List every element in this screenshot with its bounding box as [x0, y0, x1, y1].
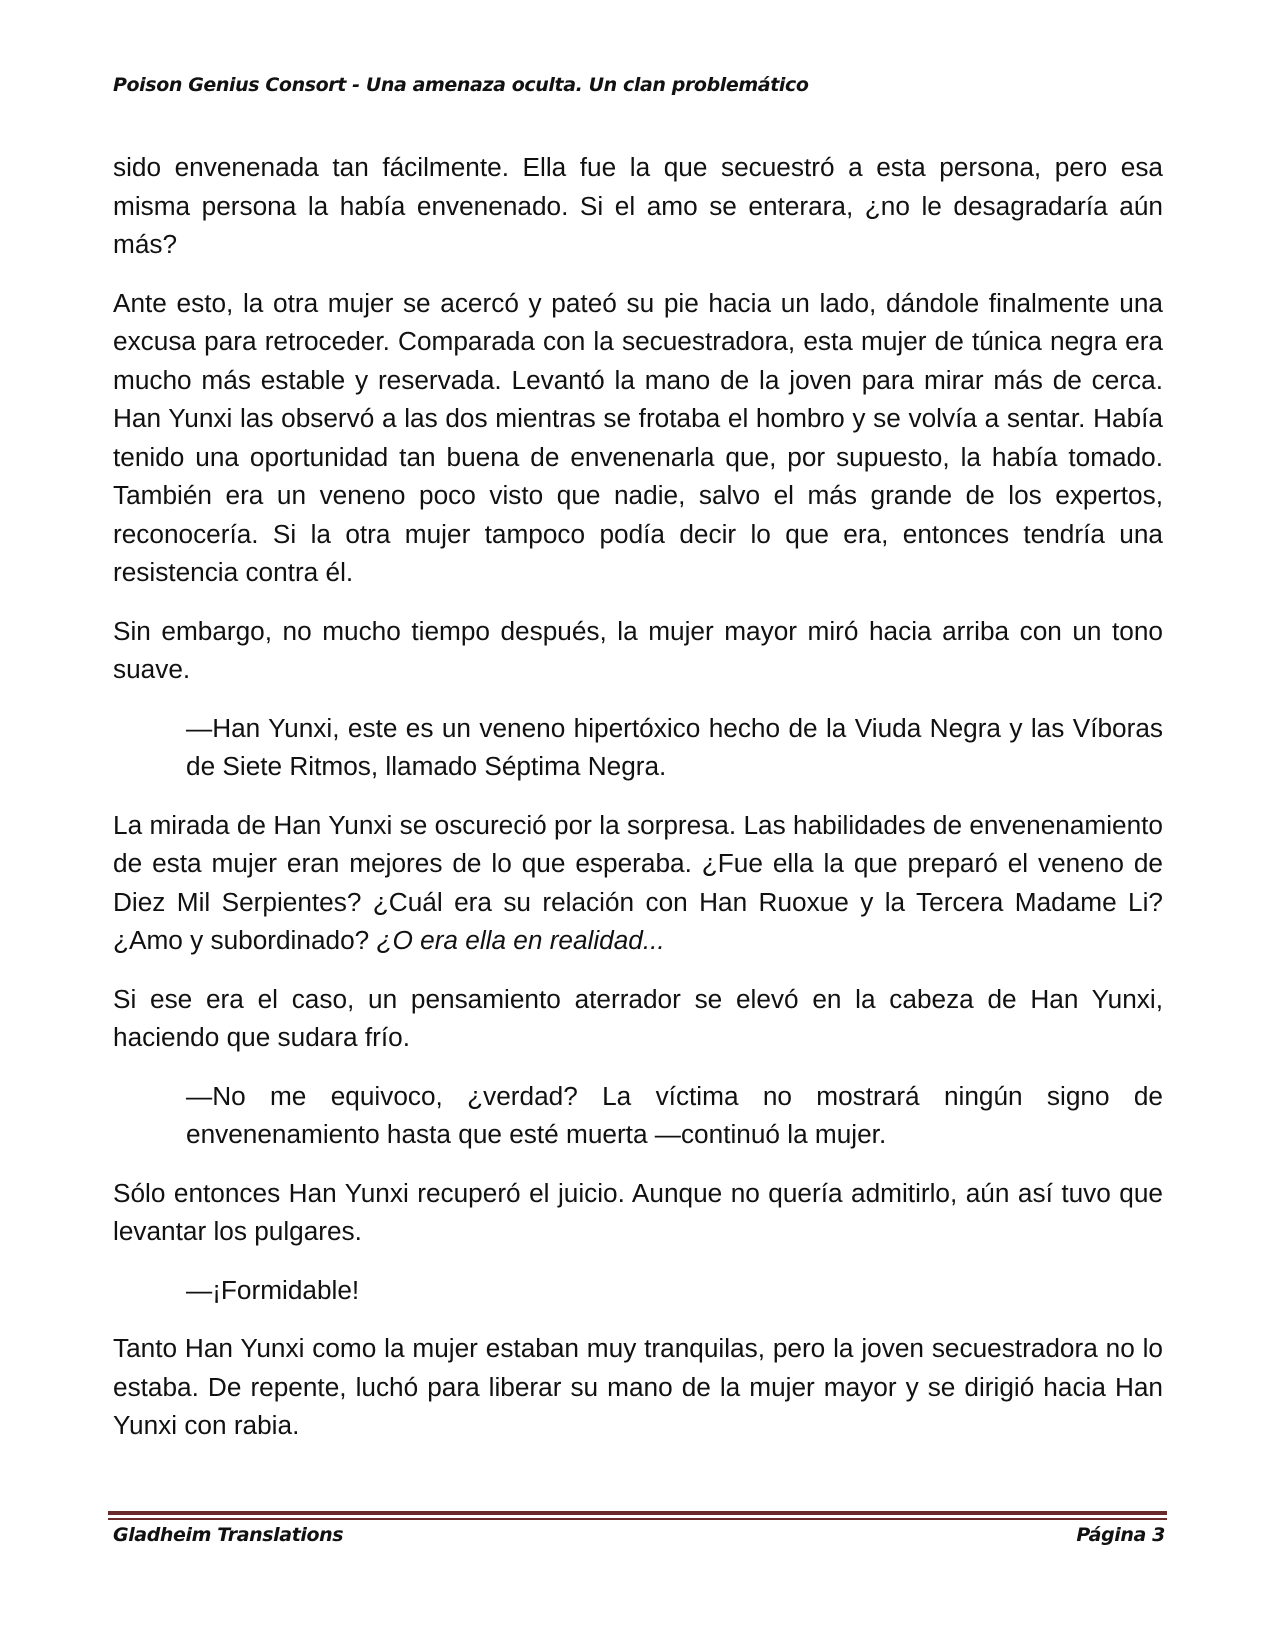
- paragraph: [113, 806, 1163, 960]
- footer-page-number: Página 3: [1076, 1524, 1165, 1546]
- italic-thought: ¿O era ella en realidad...: [376, 925, 665, 955]
- footer-rule-thick: [108, 1511, 1167, 1515]
- footer-rule-thin: [108, 1518, 1167, 1520]
- dialogue-paragraph: —No me equivoco, ¿verdad? La víctima no mostrará ningún signo de envenenamiento hasta que esté muerta —continuó la mujer.: [186, 1080, 1163, 1149]
- paragraph: sido envenenada tan fácilmente. Ella fue la que secuestró a esta persona, pero esa misma persona la había envenenado. Si el amo se enterara, ¿no le desagradaría aún más?: [113, 152, 1163, 259]
- paragraph: Sin embargo, no mucho tiempo después, la mujer mayor miró hacia arriba con un tono suave.: [113, 615, 1163, 684]
- paragraph: Tanto Han Yunxi como la mujer estaban muy tranquilas, pero la joven secuestradora no lo estaba. De repente, luchó para liberar su mano de la mujer mayor y se dirigió hacia Han Yunxi con rabia.: [113, 1333, 1163, 1440]
- paragraph: Ante esto, la otra mujer se acercó y pateó su pie hacia un lado, dándole finalmente una excusa para retroceder. Comparada con la secuestradora, esta mujer de túnica negra era mucho más estable y reservada. Levantó la mano de la joven para mirar más de cerca. Han Yunxi las observó a las dos mientras se frotaba el hombro y se volvía a sentar. Había tenido una oportunidad tan buena de envenenarla que, por supuesto, la había tomado. También era un veneno poco visto que nadie, salvo el más grande de los expertos, reconocería. Si la otra mujer tampoco podía decir lo que era, entonces tendría una resistencia contra él.: [113, 287, 1163, 587]
- page-header-title: Poison Genius Consort - Una amenaza oculta. Un clan problemático: [113, 74, 809, 96]
- paragraph: Si ese era el caso, un pensamiento aterrador se elevó en la cabeza de Han Yunxi, haciendo que sudara frío.: [113, 983, 1163, 1052]
- dialogue-paragraph: —Han Yunxi, este es un veneno hipertóxico hecho de la Viuda Negra y las Víboras de Siete Ritmos, llamado Séptima Negra.: [186, 712, 1163, 781]
- paragraph-text: La mirada de Han Yunxi se oscureció por la sorpresa. Las habilidades de envenenamiento de esta mujer eran mejores de lo que esperaba. ¿Fue ella la que preparó el veneno de Diez Mil Serpientes? ¿Cuál era su relación con Han Ruoxue y la Tercera Madame Li? ¿Amo y subordinado?: [113, 809, 1163, 955]
- paragraph: Sólo entonces Han Yunxi recuperó el juicio. Aunque no quería admitirlo, aún así tuvo que levantar los pulgares.: [113, 1177, 1163, 1246]
- footer-publisher: Gladheim Translations: [113, 1524, 344, 1546]
- dialogue-paragraph: —¡Formidable!: [186, 1274, 360, 1305]
- document-body: [113, 148, 1163, 1465]
